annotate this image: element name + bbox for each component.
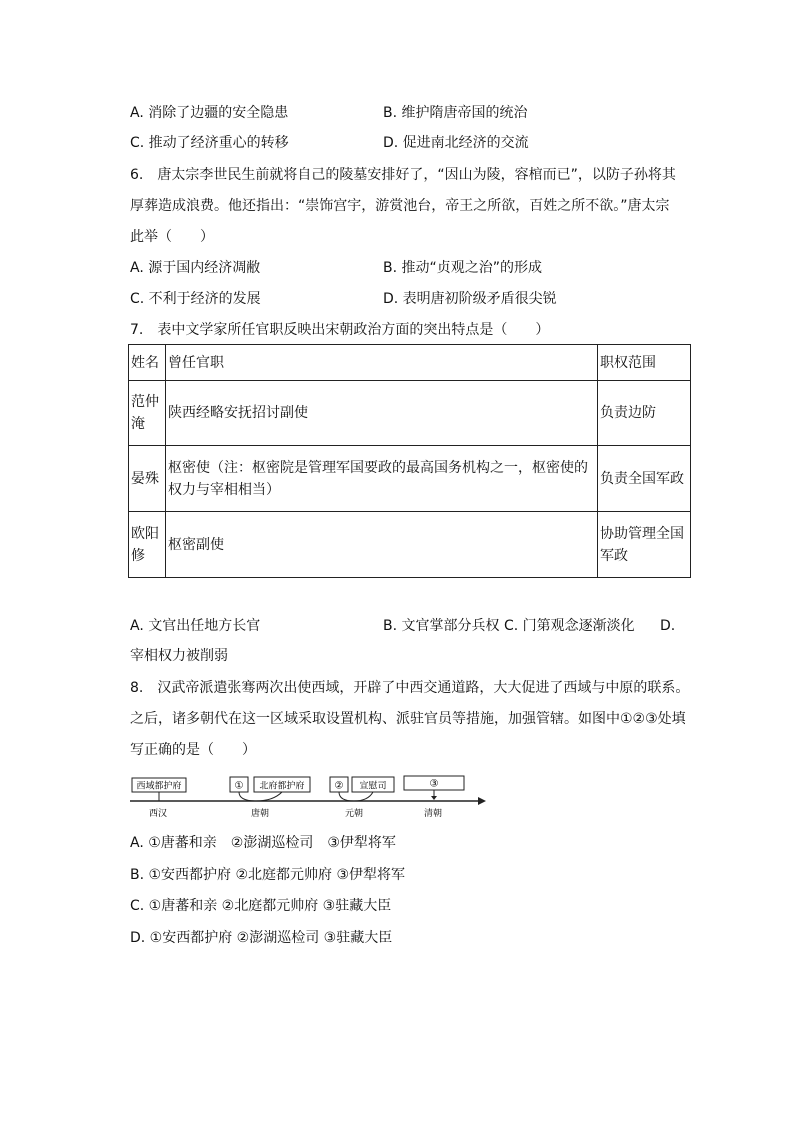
q5-option-b[interactable]: B. 维护隋唐帝国的统治 [383, 105, 528, 121]
era-tang: 唐朝 [250, 809, 270, 819]
cell-name: 范仲淹 [129, 381, 166, 446]
cell-post: 枢密使（注：枢密院是管理军国要政的最高国务机构之一，枢密使的权力与宰相相当） [166, 446, 598, 512]
q6-options-row-2 [130, 289, 690, 309]
header-name: 姓名 [129, 345, 166, 381]
q8-stem-line-3: 写正确的是（ ） [130, 742, 256, 758]
q6-options-row-1 [130, 258, 690, 278]
connector-tang [239, 792, 282, 801]
box-blank-2-label: ② [334, 780, 344, 792]
cell-scope: 协助管理全国军政 [598, 512, 691, 578]
cell-post: 陕西经略安抚招讨副使 [166, 381, 598, 446]
q6-option-c[interactable]: C. 不利于经济的发展 [130, 291, 261, 307]
connector-yuan [339, 792, 373, 801]
q7-option-d-label[interactable]: D. [660, 618, 676, 634]
box-blank-3-label: ③ [429, 778, 439, 790]
cell-scope: 负责边防 [598, 381, 691, 446]
cell-name: 欧阳修 [129, 512, 166, 578]
q6-option-b[interactable]: B. 推动“贞观之治”的形成 [383, 260, 543, 276]
q8-option-c[interactable]: C. ①唐蕃和亲 ②北庭都元帅府 ③驻藏大臣 [130, 898, 392, 914]
q8-option-d[interactable]: D. ①安西都护府 ②澎湖巡检司 ③驻藏大臣 [130, 930, 393, 946]
q7-option-d-text[interactable]: 宰相权力被削弱 [130, 648, 228, 664]
era-yuan: 元朝 [344, 809, 364, 819]
table-row [129, 512, 691, 578]
officials-table [128, 344, 691, 578]
q7-options-row-1 [130, 616, 690, 636]
box-blank-1-label: ① [234, 780, 244, 792]
q6-option-d[interactable]: D. 表明唐初阶级矛盾很尖锐 [383, 291, 557, 307]
q6-option-a[interactable]: A. 源于国内经济凋敝 [130, 260, 261, 276]
table-row [129, 381, 691, 446]
table-row [129, 446, 691, 512]
q7-option-a[interactable]: A. 文官出任地方长官 [130, 618, 261, 634]
q8-stem-line-1: 8. 汉武帝派遣张骞两次出使西域，开辟了中西交通道路，大大促进了西域与中原的联系。 [130, 680, 690, 696]
arrow-head-icon [478, 797, 486, 805]
q5-options-row-1 [130, 103, 690, 123]
box-xiyu-label: 西域都护府 [136, 781, 182, 792]
q5-option-c[interactable]: C. 推动了经济重心的转移 [130, 135, 289, 151]
box-xuanwei-label: 宣慰司 [359, 781, 387, 792]
era-qing: 清朝 [423, 809, 443, 819]
cell-name: 晏殊 [129, 446, 166, 512]
cell-scope: 负责全国军政 [598, 446, 691, 512]
box-beifu-label: 北府都护府 [259, 781, 305, 792]
era-xihan: 西汉 [148, 809, 168, 819]
q8-stem-line-2: 之后，诸多朝代在这一区域采取设置机构、派驻官员等措施，加强管辖。如图中①②③处填 [130, 711, 686, 727]
header-scope: 职权范围 [598, 345, 691, 381]
q7-stem: 7. 表中文学家所任官职反映出宋朝政治方面的突出特点是（ ） [130, 322, 550, 338]
governance-timeline-diagram [128, 772, 490, 822]
q5-option-a[interactable]: A. 消除了边疆的安全隐患 [130, 105, 289, 121]
table-header-row [129, 345, 691, 381]
q8-option-b[interactable]: B. ①安西都护府 ②北庭都元帅府 ③伊犁将军 [130, 867, 406, 883]
header-post: 曾任官职 [166, 345, 598, 381]
small-arrow-icon [431, 796, 437, 800]
q8-option-a[interactable]: A. ①唐蕃和亲 ②澎湖巡检司 ③伊犁将军 [130, 835, 396, 851]
q6-stem-line-2: 厚葬造成浪费。他还指出：“崇饰宫宇，游赏池台，帝王之所欲，百姓之所不欲。”唐太宗 [130, 198, 670, 214]
q5-options-row-2 [130, 133, 690, 153]
q7-option-b-c[interactable]: B. 文官掌部分兵权 C. 门第观念逐渐淡化 [383, 618, 635, 634]
q6-stem-line-1: 6. 唐太宗李世民生前就将自己的陵墓安排好了，“因山为陵，容棺而已”，以防子孙将其 [130, 167, 676, 183]
cell-post: 枢密副使 [166, 512, 598, 578]
q6-stem-line-3: 此举（ ） [130, 229, 214, 245]
q5-option-d[interactable]: D. 促进南北经济的交流 [383, 135, 529, 151]
